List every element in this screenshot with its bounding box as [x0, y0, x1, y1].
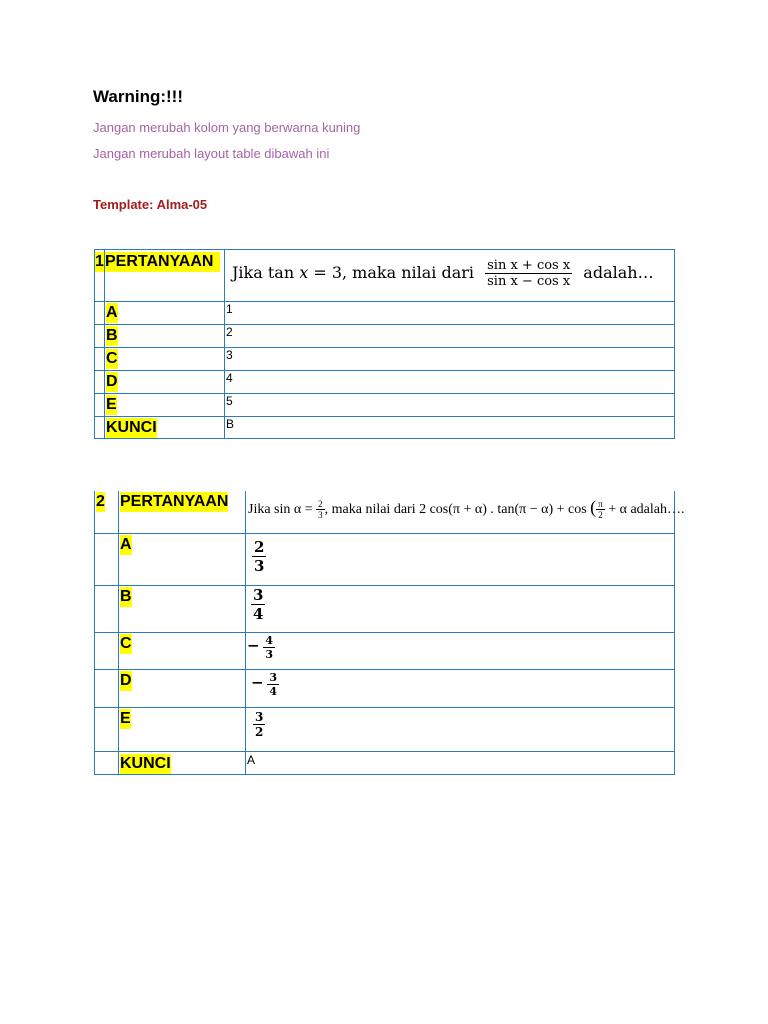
option-label: C [120, 635, 132, 652]
answer-key-value[interactable]: A [247, 753, 256, 767]
option-label: A [120, 536, 132, 553]
option-value[interactable]: 1 [226, 302, 233, 316]
option-label: B [120, 588, 132, 605]
option-label: E [120, 710, 131, 727]
option-label: D [106, 373, 118, 390]
question-label-2: PERTANYAAN [120, 493, 229, 510]
question-text-2: Jika sin α = $\frac{2}{3}$ , maka nilai dari 2 cos(π + α) . tan(π − α) + cos ( $\frac{\pi}{2}$ + α adalah…. [248, 497, 685, 521]
answer-key-label: KUNCI [120, 755, 171, 772]
option-label: B [106, 327, 118, 344]
answer-key-label: KUNCI [106, 419, 157, 436]
warning-title: Warning:!!! [93, 87, 184, 106]
option-value[interactable]: 2 [226, 325, 233, 339]
answer-key-value[interactable]: B [226, 417, 235, 431]
option-value[interactable]: $\frac{3}{4}$ [253, 586, 264, 623]
option-label: E [106, 396, 117, 413]
option-value[interactable]: − $\frac{3}{4}$ [251, 671, 278, 698]
question-text-1: Jika tan x = 3, maka nilai dari $\frac{\text{sin x + cos x}}{\text{sin x − cos x}}$ adalah… [232, 258, 654, 289]
question-number-1: 1 [95, 253, 104, 270]
option-label: C [106, 350, 118, 367]
option-value[interactable]: $\frac{3}{2}$ [255, 710, 264, 739]
note-yellow-columns: Jangan merubah kolom yang berwarna kuning [93, 120, 361, 135]
option-label: A [106, 304, 118, 321]
note-table-layout: Jangan merubah layout table dibawah ini [93, 146, 330, 161]
question-label-1: PERTANYAAN [105, 252, 220, 272]
option-value[interactable]: 5 [226, 394, 233, 408]
option-value[interactable]: $\frac{2}{3}$ [254, 538, 265, 575]
question-number-2: 2 [96, 493, 105, 510]
template-label: Template: Alma-05 [93, 197, 208, 212]
option-value[interactable]: − $\frac{4}{3}$ [247, 634, 274, 661]
option-label: D [120, 672, 132, 689]
option-value[interactable]: 4 [226, 371, 233, 385]
option-value[interactable]: 3 [226, 348, 233, 362]
